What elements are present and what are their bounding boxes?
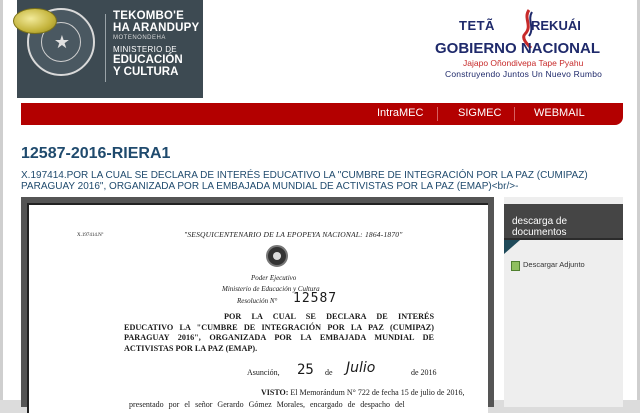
gov-word3: GOBIERNO NACIONAL [435,40,600,57]
doc-date-day: 25 [297,362,314,378]
sidebar-header-label: descarga de documentos [512,216,568,238]
sidebar-header [504,204,623,240]
download-sidebar [504,197,623,407]
doc-presented: presentado por el señor Gerardo Gómez Morales, encargado de despacho del [129,400,405,409]
gobierno-nacional-logo[interactable] [435,8,625,88]
mec-line4: MINISTERIO DE [113,45,177,54]
mec-logo-guarani [113,10,199,34]
site-header [17,0,627,100]
page-description: X.197414.POR LA CUAL SE DECLARA DE INTERÉS EDUCATIVO LA "CUMBRE DE INTEGRACIÓN POR LA PAZ (CUMIPAZ) PARAGUAY 2016", ORGANIZADA POR LA EMBAJADA MUNDIAL DE ACTIVISTAS POR LA PAZ (EMAP)<br/>- [21,170,588,192]
seal-star-icon: ★ [53,32,71,52]
document-page [27,203,488,413]
page-title: 12587-2016-RIERA1 [21,145,171,162]
nav-webmail[interactable]: WEBMAIL [534,107,585,119]
doc-issuer1: Poder Ejecutivo [251,274,297,282]
doc-date-year: de 2016 [411,368,437,377]
file-download-icon [511,261,520,271]
nav-separator [514,107,515,121]
doc-body: POR LA CUAL SE DECLARA DE INTERÉS EDUCATIVO LA "CUMBRE DE INTEGRACIÓN POR LA PAZ (CUMIPAZ) PARAGUAY 2016", ORGANIZADA POR LA EMBAJADA MUNDIAL DE ACTIVISTAS POR LA PAZ (EMAP). [124,312,434,353]
document-viewer[interactable] [21,197,494,407]
mec-logo-spanish [113,54,183,78]
doc-crest-icon [266,245,288,267]
logo-divider [105,14,106,82]
gold-coin-icon [13,8,57,34]
doc-visto-label: VISTO: [261,388,289,397]
mec-line6: Y CULTURA [113,66,179,78]
gov-word2: REKUÁI [531,18,581,33]
top-navbar [21,103,623,125]
gov-word1: TETÃ [459,18,495,33]
mec-logo[interactable] [17,0,203,98]
nav-separator [437,107,438,121]
gov-tagline-guarani: Jajapo Oñondivepa Tape Pyahu [463,58,584,68]
doc-visto-text: El Memorándum N° 722 de fecha 15 de julio de 2016, [290,388,465,397]
doc-visto [261,388,464,397]
doc-date-de: de [325,368,333,377]
mec-line2: HA ARANDUPY [113,22,200,34]
gov-tagline-spanish: Construyendo Juntos Un Nuevo Rumbo [445,69,603,79]
nav-sigmec[interactable]: SIGMEC [458,107,502,119]
doc-crest-center [273,252,281,260]
doc-reference: X.197414.Nº [77,233,104,238]
doc-resolution-label: Resolución N° [237,297,278,305]
doc-resolution-number: 12587 [293,291,338,306]
doc-epopeya: "SESQUICENTENARIO DE LA EPOPEYA NACIONAL: 1864-1870" [184,230,403,239]
download-label[interactable]: Descargar Adjunto [523,260,585,269]
doc-date-month: Julio [346,360,376,376]
sidebar-corner [504,240,520,254]
doc-date-city: Asunción, [247,368,280,377]
nav-intramec[interactable]: IntraMEC [377,107,424,119]
mec-line3: MOTENONDEHA [113,35,166,41]
mec-line5: EDUCACIÓN [113,54,183,66]
mec-line1: TEKOMBO'E [113,10,184,22]
doc-issuer2: Ministerio de Educación y Cultura [222,285,320,293]
